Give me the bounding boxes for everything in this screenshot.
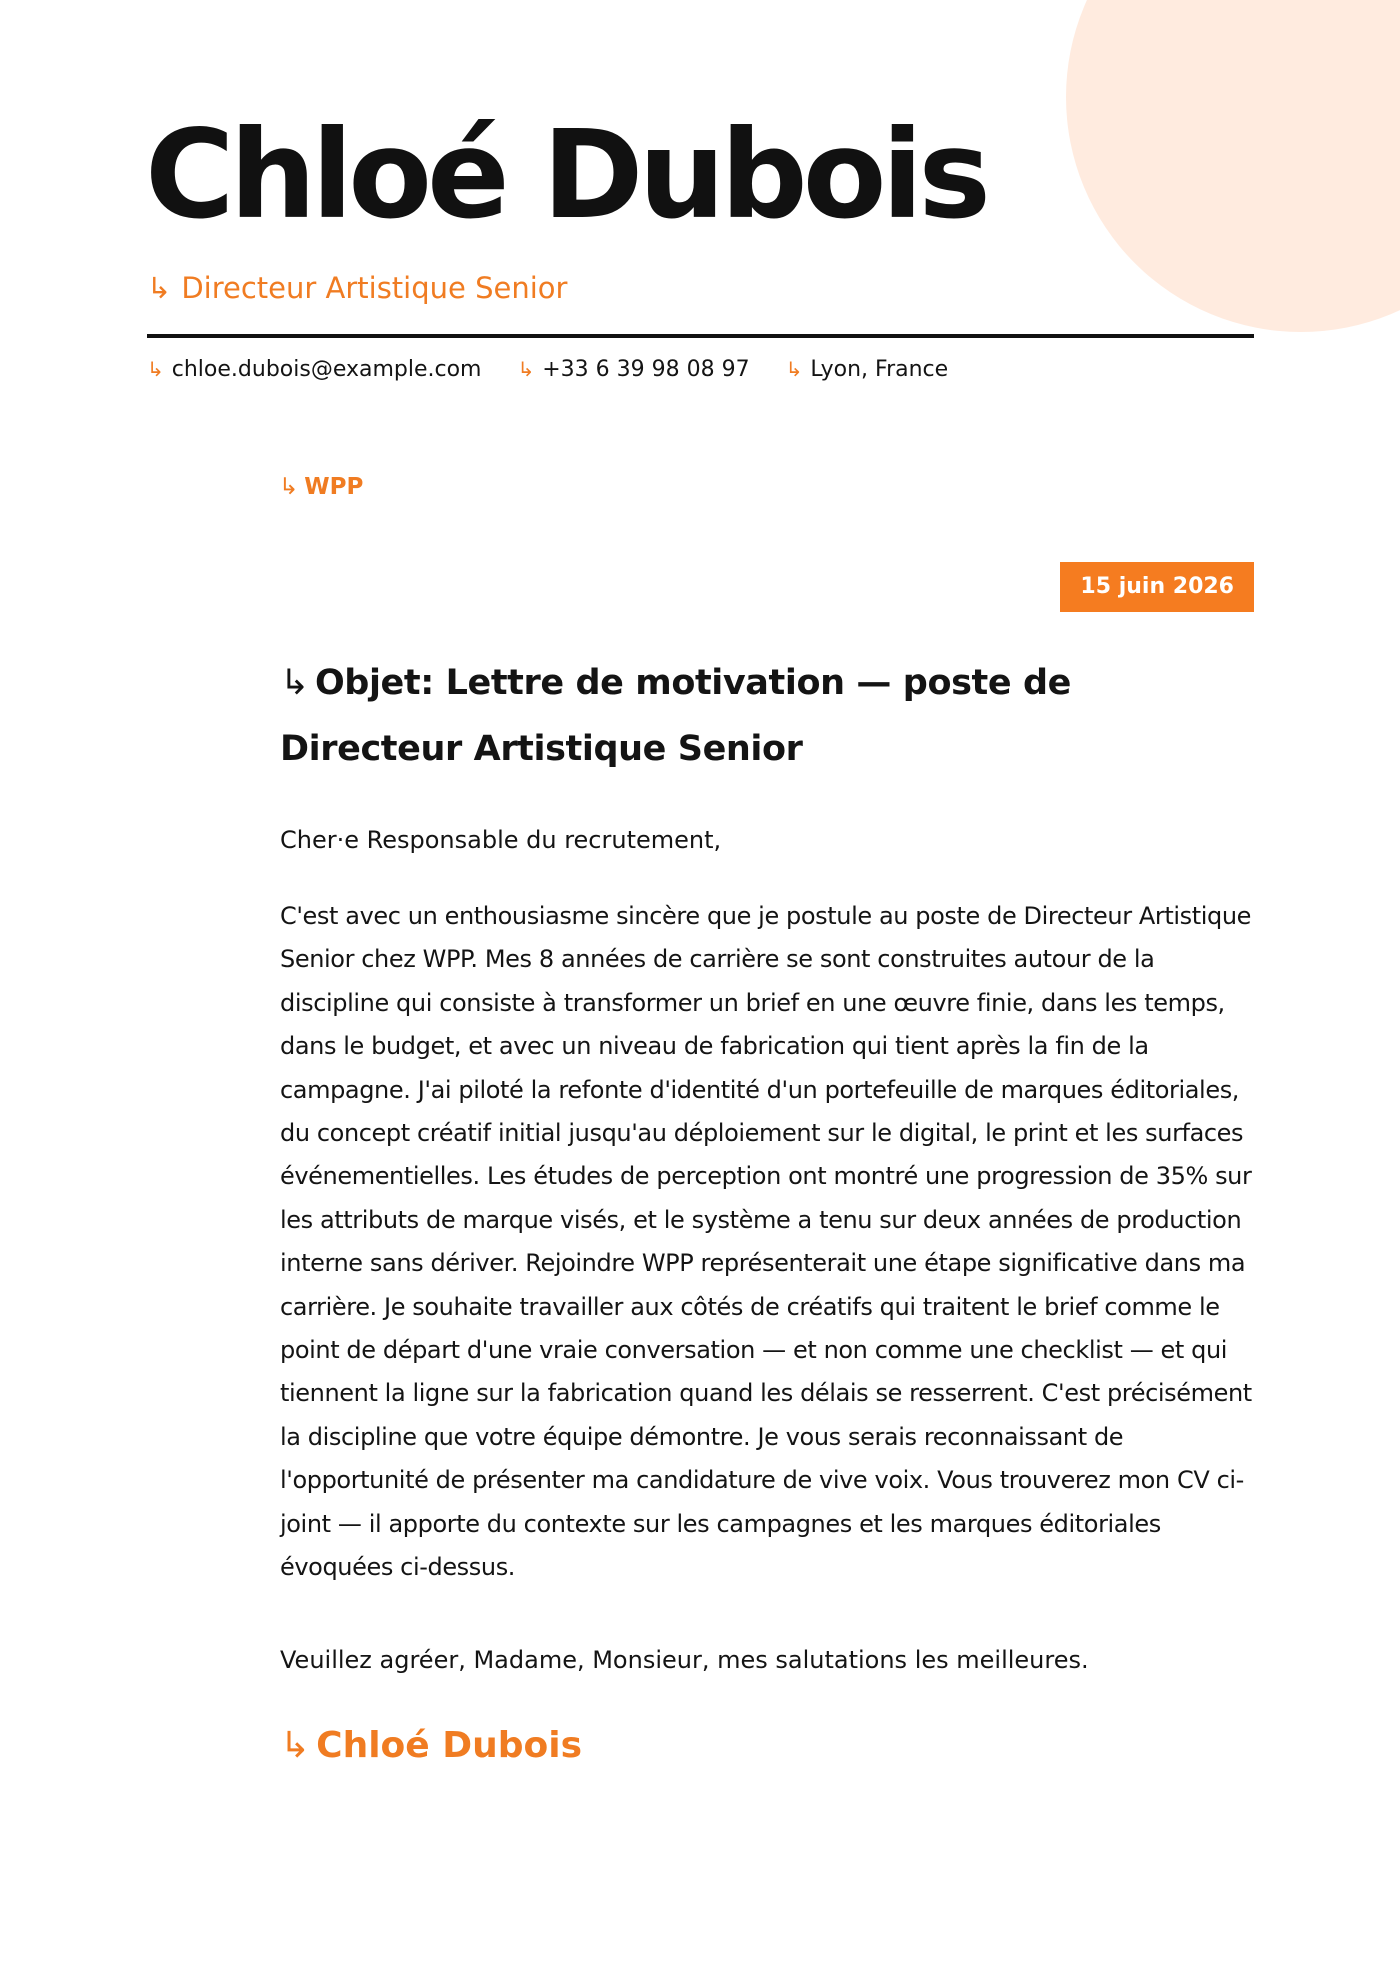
job-title (147, 268, 567, 308)
company-name: WPP (304, 474, 364, 500)
arrow-icon: ↳ (147, 271, 172, 305)
arrow-icon: ↳ (517, 357, 535, 381)
letter-subject (280, 650, 1255, 782)
signature (280, 1722, 582, 1770)
arrow-icon: ↳ (785, 357, 803, 381)
closing-line: Veuillez agréer, Madame, Monsieur, mes salutations les meilleures. (280, 1646, 1089, 1674)
location-text: Lyon, France (810, 357, 949, 382)
signature-name: Chloé Dubois (316, 1725, 583, 1766)
phone-text: +33 6 39 98 08 97 (542, 357, 750, 382)
contact-phone[interactable] (517, 354, 749, 385)
applicant-name: Chloé Dubois (145, 104, 986, 246)
arrow-icon: ↳ (280, 663, 309, 703)
arrow-icon: ↳ (147, 357, 164, 381)
job-title-text: Directeur Artistique Senior (181, 271, 568, 305)
arrow-icon: ↳ (280, 1725, 311, 1766)
salutation: Cher·e Responsable du recrutement, (280, 826, 722, 854)
letter-body: C'est avec un enthousiasme sincère que je postule au poste de Directeur Artistique Senior chez WPP. Mes 8 années de carrière se sont construites autour de la discipline qui consiste à transformer un brief en une œuvre finie, dans les temps, dans le budget, et avec un niveau de fabrication qui tient après la fin de la campagne. J'ai piloté la refonte d'identité d'un portefeuille de marques éditoriales, du concept créatif initial jusqu'au déploiement sur le digital, le print et les surfaces événementielles. Les études de perception ont montré une progression de 35% sur les attributs de marque visés, et le système a tenu sur deux années de production interne sans dériver. Rejoindre WPP représenterait une étape significative dans ma carrière. Je souhaite travailler aux côtés de créatifs qui traitent le brief comme le point de départ d'une vraie conversation — et non comme une checklist — et qui tiennent la ligne sur la fabrication quand les délais se resserrent. C'est précisément la discipline que votre équipe démontre. Je vous serais reconnaissant de l'opportunité de présenter ma candidature de vive voix. Vous trouverez mon CV ci-joint — il apporte du contexte sur les campagnes et les marques éditoriales évoquées ci-dessus. (280, 902, 1252, 1582)
date-badge: 15 juin 2026 (1060, 562, 1254, 612)
contact-email[interactable] (147, 354, 481, 385)
contact-location (786, 354, 949, 385)
decorative-circle (1066, 0, 1400, 332)
header-divider (147, 334, 1254, 338)
arrow-icon: ↳ (279, 474, 299, 500)
recipient-company (279, 471, 363, 503)
email-text: chloe.dubois@example.com (171, 357, 482, 382)
contact-bar (147, 354, 948, 385)
subject-text: Objet: Lettre de motivation — poste de Directeur Artistique Senior (280, 663, 1071, 769)
